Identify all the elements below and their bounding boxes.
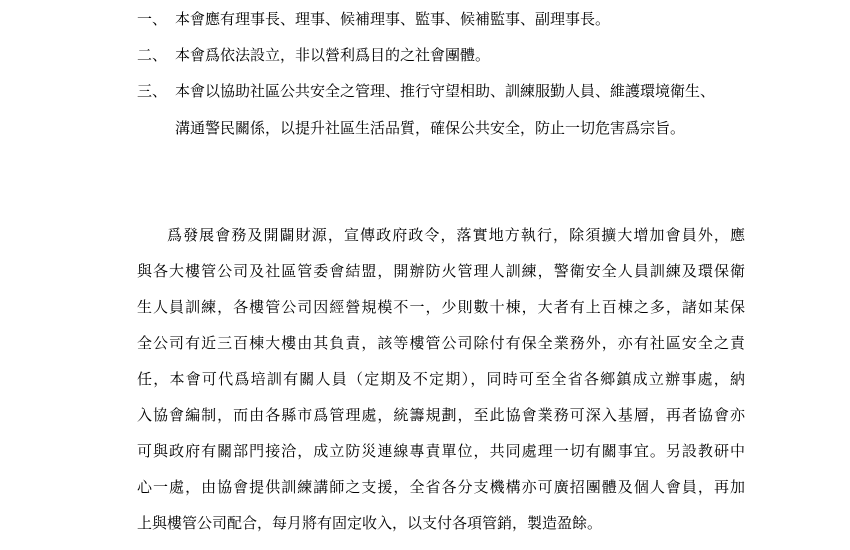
paragraph-line: 上與樓管公司配合，每月將有固定收入，以支付各項管銷，製造盈餘。 <box>137 514 603 532</box>
paragraph-line: 與各大樓管公司及社區管委會結盟，開辦防火管理人訓練，警衛安全人員訓練及環保衛 <box>137 262 745 280</box>
paragraph-line: 入協會編制，而由各縣市爲管理處，統籌規劃，至此協會業務可深入基層，再者協會亦 <box>137 406 745 424</box>
list-number: 二、 <box>137 46 168 64</box>
paragraph-line: 爲發展會務及開闢財源，宣傳政府政令，落實地方執行，除須擴大增加會員外，應 <box>167 226 745 244</box>
list-item-text-continued: 溝通警民關係，以提升社區生活品質，確保公共安全，防止一切危害爲宗旨。 <box>175 119 686 137</box>
list-number: 三、 <box>137 82 168 100</box>
paragraph-line: 心一處，由協會提供訓練講師之支援，全省各分支機構亦可廣招團體及個人會員，再加 <box>137 478 745 496</box>
list-item-text: 本會以協助社區公共安全之管理、推行守望相助、訓練服勤人員、維護環境衛生、 <box>175 82 716 100</box>
paragraph-line: 全公司有近三百棟大樓由其負責，該等樓管公司除付有保全業務外，亦有社區安全之責 <box>137 334 745 352</box>
list-item-text: 本會應有理事長、理事、候補理事、監事、候補監事、副理事長。 <box>175 10 611 28</box>
paragraph-line: 任，本會可代爲培訓有關人員（定期及不定期），同時可至全省各鄉鎮成立辦事處，納 <box>137 370 745 388</box>
paragraph-line: 可與政府有關部門接洽，成立防災連線專責單位，共同處理一切有關事宜。另設教研中 <box>137 442 745 460</box>
list-item-text: 本會爲依法設立，非以營利爲目的之社會團體。 <box>175 46 491 64</box>
paragraph-line: 生人員訓練，各樓管公司因經營規模不一，少則數十棟，大者有上百棟之多，諸如某保 <box>137 298 745 316</box>
list-number: 一、 <box>137 10 168 28</box>
